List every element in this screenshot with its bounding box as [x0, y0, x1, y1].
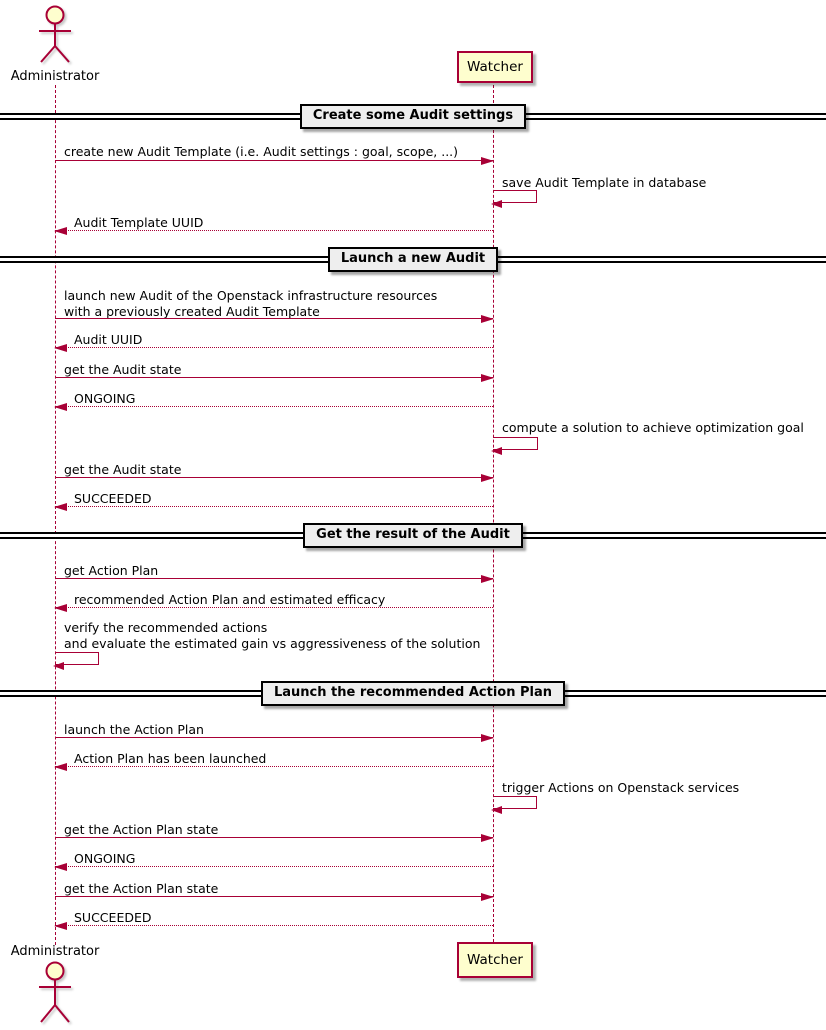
- return-arrow: [55, 347, 493, 348]
- message-label: create new Audit Template (i.e. Audit settings : goal, scope, ...): [64, 144, 459, 159]
- message-label: trigger Actions on Openstack services: [502, 780, 740, 795]
- self-message-loop: [55, 652, 99, 665]
- solid-arrow: [55, 837, 493, 838]
- message-label: save Audit Template in database: [502, 175, 707, 190]
- administrator-label-bottom: Administrator: [10, 944, 100, 959]
- message-label: get Action Plan: [64, 563, 159, 578]
- message-label: SUCCEEDED: [74, 910, 152, 925]
- divider-label: Get the result of the Audit: [303, 523, 523, 548]
- message-line-1: launch new Audit of the Openstack infrastructure resources: [64, 288, 438, 303]
- message-label: ONGOING: [74, 851, 136, 866]
- solid-arrow: [55, 318, 493, 319]
- return-arrow: [55, 925, 493, 926]
- watcher-label-bottom: Watcher: [467, 952, 523, 968]
- divider-get-result-of-audit: [0, 523, 826, 548]
- divider-label: Create some Audit settings: [300, 104, 526, 129]
- divider-launch-recommended-action-plan: [0, 681, 826, 706]
- return-arrow: [55, 607, 493, 608]
- message-label: get the Audit state: [64, 362, 182, 377]
- lifeline-administrator: [55, 85, 56, 945]
- solid-arrow: [55, 896, 493, 897]
- solid-arrow: [55, 737, 493, 738]
- self-message-loop: [493, 190, 537, 203]
- administrator-label-top: Administrator: [10, 69, 100, 84]
- solid-arrow: [55, 477, 493, 478]
- return-arrow: [55, 230, 493, 231]
- divider-label: Launch a new Audit: [328, 247, 498, 272]
- administrator-actor-icon: [24, 2, 86, 66]
- message-label: compute a solution to achieve optimization goal: [502, 420, 804, 435]
- message-label: get the Action Plan state: [64, 822, 219, 837]
- solid-arrow: [55, 160, 493, 161]
- solid-arrow: [55, 578, 493, 579]
- divider-create-audit-settings: [0, 104, 826, 129]
- message-label: Audit UUID: [74, 332, 143, 347]
- divider-label: Launch the recommended Action Plan: [261, 681, 565, 706]
- return-arrow: [55, 506, 493, 507]
- message-label: SUCCEEDED: [74, 491, 152, 506]
- message-label: Action Plan has been launched: [74, 751, 267, 766]
- message-line-2: with a previously created Audit Template: [64, 303, 320, 319]
- watcher-label-top: Watcher: [467, 59, 523, 75]
- administrator-actor-icon: [24, 959, 86, 1027]
- message-line-2: and evaluate the estimated gain vs aggressiveness of the solution: [64, 635, 481, 651]
- self-message-loop: [493, 437, 538, 450]
- message-label: ONGOING: [74, 391, 136, 406]
- message-label: get the Action Plan state: [64, 881, 219, 896]
- return-arrow: [55, 406, 493, 407]
- message-line-1: verify the recommended actions: [64, 620, 268, 635]
- message-label: recommended Action Plan and estimated efficacy: [74, 592, 386, 607]
- solid-arrow: [55, 377, 493, 378]
- message-label: [64, 620, 480, 651]
- self-message-loop: [493, 796, 537, 809]
- return-arrow: [55, 766, 493, 767]
- return-arrow: [55, 866, 493, 867]
- message-label: Audit Template UUID: [74, 215, 204, 230]
- participant-watcher-bottom: [457, 942, 533, 978]
- message-label: get the Audit state: [64, 462, 182, 477]
- message-label: [64, 288, 437, 319]
- message-label: launch the Action Plan: [64, 722, 204, 737]
- participant-watcher-top: [457, 51, 533, 83]
- divider-launch-new-audit: [0, 247, 826, 272]
